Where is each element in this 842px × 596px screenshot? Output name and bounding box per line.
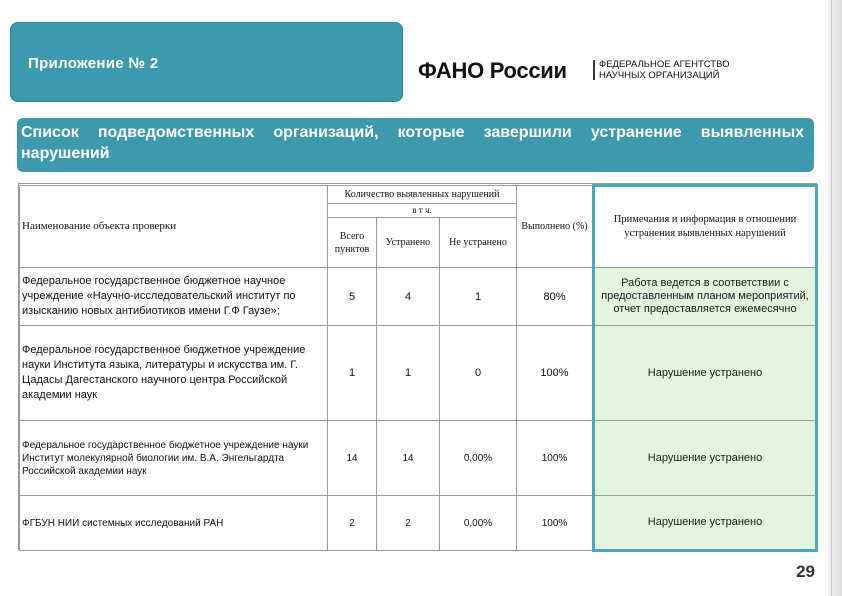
row-fixed: 4: [377, 268, 440, 326]
logo-sub-line2: НАУЧНЫХ ОРГАНИЗАЦИЙ: [599, 70, 720, 81]
row-not-fixed: 1: [440, 268, 517, 326]
row-fixed: 1: [377, 326, 440, 421]
header-incl: в т ч.: [328, 204, 517, 218]
logo-sub-line1: ФЕДЕРАЛЬНОЕ АГЕНТСТВО: [599, 59, 730, 70]
violations-table: [19, 184, 818, 552]
row-note: Нарушение устранено: [594, 326, 817, 421]
row-total: 2: [328, 496, 377, 551]
row-not-fixed: 0,00%: [440, 421, 517, 496]
row-not-fixed: 0: [440, 326, 517, 421]
subtitle-text: Список подведомственных организаций, которые завершили устранение выявленных нарушений: [21, 124, 804, 162]
header-done-text: Выполнено (%): [521, 221, 588, 232]
row-total: 5: [328, 268, 377, 326]
row-fixed: 14: [377, 421, 440, 496]
table-row: [20, 421, 817, 496]
row-done: 100%: [517, 326, 594, 421]
row-done: 80%: [517, 268, 594, 326]
header-fixed: Устранено: [377, 218, 440, 268]
row-note: Нарушение устранено: [594, 421, 817, 496]
appendix-title: Приложение № 2: [28, 55, 159, 72]
header-done-percent: [517, 186, 594, 268]
row-org-name: Федеральное государственное бюджетное учреждение науки Институт молекулярной биологии им. В.А. Энгельгардта Российской академии наук: [20, 421, 328, 496]
row-org-name: Федеральное государственное бюджетное научное учреждение «Научно-исследовательский институт по изысканию новых антибиотиков имени Г.Ф Гаузе»;: [20, 268, 328, 326]
row-fixed: 2: [377, 496, 440, 551]
page-number: 29: [796, 562, 815, 581]
logo-sub-text: [599, 59, 730, 81]
header-banner: [10, 22, 403, 102]
row-not-fixed: 0,00%: [440, 496, 517, 551]
row-note: Работа ведется в соответствии с предоставленным планом мероприятий, отчет предоставляется ежемесячно: [594, 268, 817, 326]
table-row: [20, 326, 817, 421]
header-org: Наименование объекта проверки: [20, 186, 328, 268]
row-total: 14: [328, 421, 377, 496]
table-row: [20, 496, 817, 551]
logo-separator: [593, 60, 595, 80]
row-org-name: ФГБУН НИИ системных исследований РАН: [20, 496, 328, 551]
logo-main-text: ФАНО России: [418, 58, 567, 83]
header-notes: Примечания и информация в отношении устранения выявленных нарушений: [594, 186, 817, 268]
header-total: Всего пунктов: [328, 218, 377, 268]
row-done: 100%: [517, 421, 594, 496]
violations-table-wrapper: [18, 183, 817, 550]
row-org-name: Федеральное государственное бюджетное учреждение науки Института языка, литературы и искусства им. Г. Цадасы Дагестанского научного центра Российской академии наук: [20, 326, 328, 421]
row-note: Нарушение устранено: [594, 496, 817, 551]
subtitle-banner: [17, 118, 814, 172]
row-done: 100%: [517, 496, 594, 551]
table-row: [20, 268, 817, 326]
header-violations-count: Количество выявленных нарушений: [328, 186, 517, 204]
header-not-fixed: Не устранено: [440, 218, 517, 268]
row-total: 1: [328, 326, 377, 421]
right-edge-strip: [828, 0, 842, 596]
